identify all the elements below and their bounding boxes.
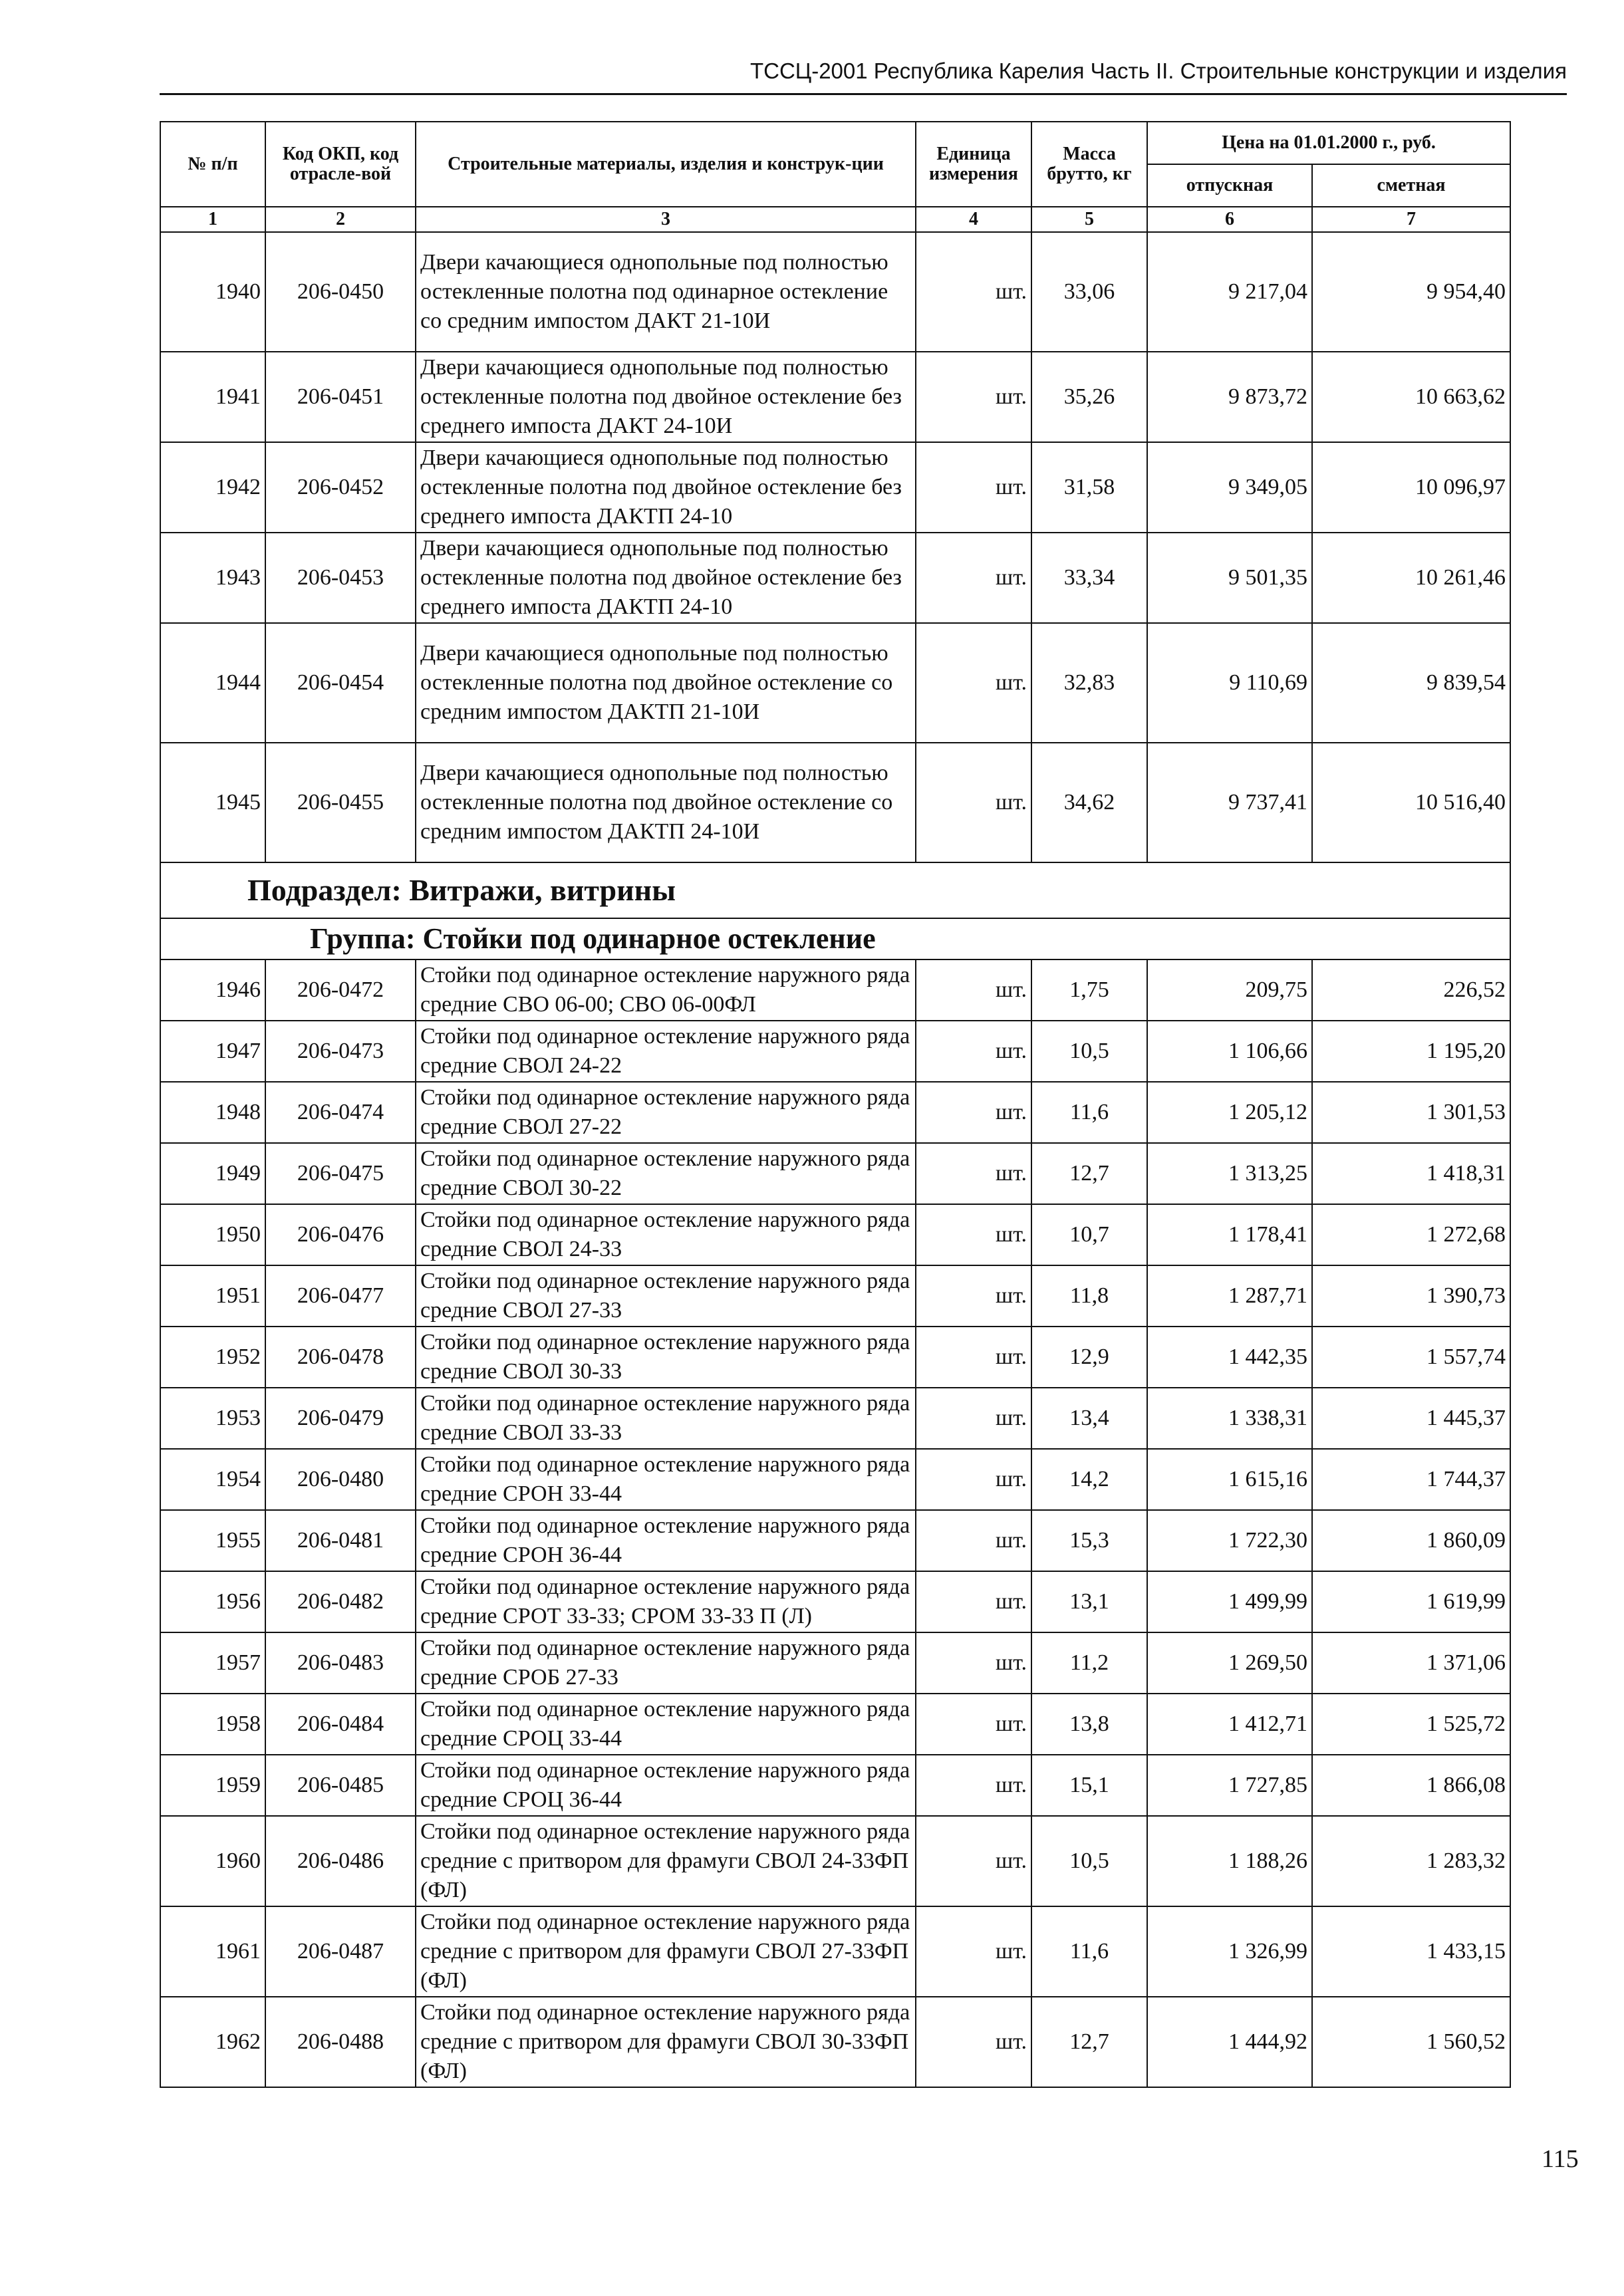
row-name: Стойки под одинарное остекление наружного ряда средние СРОН 36-44 bbox=[416, 1510, 916, 1571]
row-code: 206-0450 bbox=[265, 232, 416, 352]
column-number: 6 bbox=[1147, 207, 1312, 232]
row-unit: шт. bbox=[916, 1327, 1031, 1388]
row-number: 1958 bbox=[160, 1694, 265, 1755]
row-price-estimate: 1 619,99 bbox=[1312, 1571, 1510, 1632]
row-unit: шт. bbox=[916, 623, 1031, 743]
row-price-estimate: 10 096,97 bbox=[1312, 442, 1510, 533]
row-number: 1944 bbox=[160, 623, 265, 743]
row-price-estimate: 1 744,37 bbox=[1312, 1449, 1510, 1510]
row-mass: 11,8 bbox=[1031, 1265, 1147, 1327]
row-code: 206-0482 bbox=[265, 1571, 416, 1632]
row-name: Стойки под одинарное остекление наружного ряда средние СВОЛ 27-33 bbox=[416, 1265, 916, 1327]
header-title: ТССЦ-2001 Республика Карелия Часть II. Строительные конструкции и изделия bbox=[749, 59, 1567, 83]
column-number: 5 bbox=[1031, 207, 1147, 232]
row-code: 206-0478 bbox=[265, 1327, 416, 1388]
row-mass: 33,34 bbox=[1031, 533, 1147, 623]
row-name: Стойки под одинарное остекление наружного ряда средние СВОЛ 24-22 bbox=[416, 1021, 916, 1082]
row-mass: 32,83 bbox=[1031, 623, 1147, 743]
row-code: 206-0451 bbox=[265, 352, 416, 442]
row-price-estimate: 10 516,40 bbox=[1312, 743, 1510, 862]
page-header bbox=[160, 55, 1567, 95]
row-mass: 10,5 bbox=[1031, 1816, 1147, 1906]
row-mass: 13,1 bbox=[1031, 1571, 1147, 1632]
table-row bbox=[160, 1906, 1510, 1997]
table-row bbox=[160, 1204, 1510, 1265]
page-number: 115 bbox=[1542, 2145, 1579, 2173]
table-row bbox=[160, 623, 1510, 743]
row-price-release: 1 442,35 bbox=[1147, 1327, 1312, 1388]
col-header-mass: Масса брутто, кг bbox=[1031, 122, 1147, 207]
row-mass: 1,75 bbox=[1031, 959, 1147, 1021]
row-price-release: 1 722,30 bbox=[1147, 1510, 1312, 1571]
row-price-release: 9 501,35 bbox=[1147, 533, 1312, 623]
row-price-estimate: 1 371,06 bbox=[1312, 1632, 1510, 1694]
row-unit: шт. bbox=[916, 1997, 1031, 2087]
row-number: 1946 bbox=[160, 959, 265, 1021]
row-name: Двери качающиеся однопольные под полностью остекленные полотна под двойное остекление со средним импостом ДАКТП 24-10И bbox=[416, 743, 916, 862]
table-row bbox=[160, 1755, 1510, 1816]
row-number: 1951 bbox=[160, 1265, 265, 1327]
row-price-release: 1 287,71 bbox=[1147, 1265, 1312, 1327]
row-name: Стойки под одинарное остекление наружного ряда средние СРОН 33-44 bbox=[416, 1449, 916, 1510]
row-mass: 11,6 bbox=[1031, 1906, 1147, 1997]
row-number: 1955 bbox=[160, 1510, 265, 1571]
row-price-estimate: 1 195,20 bbox=[1312, 1021, 1510, 1082]
row-price-release: 9 873,72 bbox=[1147, 352, 1312, 442]
table-row bbox=[160, 1449, 1510, 1510]
row-number: 1953 bbox=[160, 1388, 265, 1449]
row-unit: шт. bbox=[916, 1021, 1031, 1082]
column-number: 4 bbox=[916, 207, 1031, 232]
row-number: 1947 bbox=[160, 1021, 265, 1082]
row-name: Стойки под одинарное остекление наружного ряда средние СРОЦ 36-44 bbox=[416, 1755, 916, 1816]
row-code: 206-0485 bbox=[265, 1755, 416, 1816]
row-number: 1962 bbox=[160, 1997, 265, 2087]
table-row bbox=[160, 533, 1510, 623]
row-name: Двери качающиеся однопольные под полностью остекленные полотна под двойное остекление без среднего импоста ДАКТП 24-10 bbox=[416, 442, 916, 533]
row-price-release: 209,75 bbox=[1147, 959, 1312, 1021]
table-row bbox=[160, 1632, 1510, 1694]
row-number: 1961 bbox=[160, 1906, 265, 1997]
row-name: Стойки под одинарное остекление наружного ряда средние СВОЛ 27-22 bbox=[416, 1082, 916, 1143]
table-row bbox=[160, 1388, 1510, 1449]
col-header-code: Код ОКП, код отрасле-вой bbox=[265, 122, 416, 207]
row-price-release: 1 412,71 bbox=[1147, 1694, 1312, 1755]
row-code: 206-0477 bbox=[265, 1265, 416, 1327]
row-number: 1954 bbox=[160, 1449, 265, 1510]
row-mass: 12,7 bbox=[1031, 1997, 1147, 2087]
table-subheadings bbox=[160, 862, 1510, 959]
table-row bbox=[160, 1571, 1510, 1632]
row-price-estimate: 9 954,40 bbox=[1312, 232, 1510, 352]
row-unit: шт. bbox=[916, 743, 1031, 862]
row-name: Стойки под одинарное остекление наружного ряда средние СРОТ 33-33; СРОМ 33-33 П (Л) bbox=[416, 1571, 916, 1632]
row-mass: 15,3 bbox=[1031, 1510, 1147, 1571]
row-price-release: 1 615,16 bbox=[1147, 1449, 1312, 1510]
row-price-release: 1 178,41 bbox=[1147, 1204, 1312, 1265]
row-price-release: 1 338,31 bbox=[1147, 1388, 1312, 1449]
subsection-title: Подраздел: Витражи, витрины bbox=[160, 862, 1510, 918]
row-code: 206-0486 bbox=[265, 1816, 416, 1906]
row-unit: шт. bbox=[916, 1755, 1031, 1816]
col-header-num: № п/п bbox=[160, 122, 265, 207]
row-number: 1952 bbox=[160, 1327, 265, 1388]
column-number: 3 bbox=[416, 207, 916, 232]
subsection-row bbox=[160, 862, 1510, 918]
row-number: 1959 bbox=[160, 1755, 265, 1816]
row-name: Двери качающиеся однопольные под полностью остекленные полотна под двойное остекление со средним импостом ДАКТП 21-10И bbox=[416, 623, 916, 743]
row-mass: 33,06 bbox=[1031, 232, 1147, 352]
row-price-release: 1 269,50 bbox=[1147, 1632, 1312, 1694]
row-price-release: 9 110,69 bbox=[1147, 623, 1312, 743]
row-unit: шт. bbox=[916, 1082, 1031, 1143]
row-number: 1948 bbox=[160, 1082, 265, 1143]
row-code: 206-0480 bbox=[265, 1449, 416, 1510]
row-name: Стойки под одинарное остекление наружного ряда средние СВОЛ 30-33 bbox=[416, 1327, 916, 1388]
row-price-estimate: 226,52 bbox=[1312, 959, 1510, 1021]
row-price-estimate: 1 445,37 bbox=[1312, 1388, 1510, 1449]
table-row bbox=[160, 1082, 1510, 1143]
row-mass: 13,4 bbox=[1031, 1388, 1147, 1449]
column-number: 7 bbox=[1312, 207, 1510, 232]
group-row bbox=[160, 918, 1510, 959]
table-row bbox=[160, 1143, 1510, 1204]
row-unit: шт. bbox=[916, 1694, 1031, 1755]
row-price-estimate: 1 272,68 bbox=[1312, 1204, 1510, 1265]
column-numbers-row bbox=[160, 207, 1510, 232]
row-price-release: 1 188,26 bbox=[1147, 1816, 1312, 1906]
row-unit: шт. bbox=[916, 1906, 1031, 1997]
row-price-release: 1 727,85 bbox=[1147, 1755, 1312, 1816]
row-price-estimate: 1 390,73 bbox=[1312, 1265, 1510, 1327]
row-code: 206-0455 bbox=[265, 743, 416, 862]
row-price-estimate: 1 283,32 bbox=[1312, 1816, 1510, 1906]
row-code: 206-0475 bbox=[265, 1143, 416, 1204]
row-code: 206-0454 bbox=[265, 623, 416, 743]
row-price-estimate: 9 839,54 bbox=[1312, 623, 1510, 743]
row-mass: 10,7 bbox=[1031, 1204, 1147, 1265]
row-unit: шт. bbox=[916, 959, 1031, 1021]
row-mass: 35,26 bbox=[1031, 352, 1147, 442]
col-header-price-estimate: сметная bbox=[1312, 164, 1510, 207]
row-code: 206-0474 bbox=[265, 1082, 416, 1143]
row-price-estimate: 1 866,08 bbox=[1312, 1755, 1510, 1816]
col-header-unit: Единица измерения bbox=[916, 122, 1031, 207]
row-mass: 12,9 bbox=[1031, 1327, 1147, 1388]
row-number: 1950 bbox=[160, 1204, 265, 1265]
row-name: Стойки под одинарное остекление наружного ряда средние с притвором для фрамуги СВОЛ 30-33ФП (ФЛ) bbox=[416, 1997, 916, 2087]
row-unit: шт. bbox=[916, 352, 1031, 442]
table-row bbox=[160, 1265, 1510, 1327]
row-price-release: 9 737,41 bbox=[1147, 743, 1312, 862]
row-price-estimate: 1 418,31 bbox=[1312, 1143, 1510, 1204]
row-unit: шт. bbox=[916, 1388, 1031, 1449]
row-mass: 15,1 bbox=[1031, 1755, 1147, 1816]
row-name: Стойки под одинарное остекление наружного ряда средние СВОЛ 30-22 bbox=[416, 1143, 916, 1204]
row-mass: 12,7 bbox=[1031, 1143, 1147, 1204]
col-header-price-release: отпускная bbox=[1147, 164, 1312, 207]
row-price-estimate: 1 560,52 bbox=[1312, 1997, 1510, 2087]
row-name: Двери качающиеся однопольные под полностью остекленные полотна под двойное остекление без среднего импоста ДАКТП 24-10 bbox=[416, 533, 916, 623]
row-unit: шт. bbox=[916, 1449, 1031, 1510]
row-mass: 11,6 bbox=[1031, 1082, 1147, 1143]
row-code: 206-0452 bbox=[265, 442, 416, 533]
table-row bbox=[160, 1021, 1510, 1082]
row-number: 1945 bbox=[160, 743, 265, 862]
table-row bbox=[160, 1694, 1510, 1755]
price-table bbox=[160, 121, 1511, 2088]
row-code: 206-0479 bbox=[265, 1388, 416, 1449]
row-number: 1957 bbox=[160, 1632, 265, 1694]
table-row bbox=[160, 1816, 1510, 1906]
row-price-release: 1 444,92 bbox=[1147, 1997, 1312, 2087]
row-price-estimate: 1 557,74 bbox=[1312, 1327, 1510, 1388]
table-row bbox=[160, 1510, 1510, 1571]
table-row bbox=[160, 1327, 1510, 1388]
row-mass: 14,2 bbox=[1031, 1449, 1147, 1510]
column-number: 1 bbox=[160, 207, 265, 232]
row-name: Стойки под одинарное остекление наружного ряда средние СВОЛ 24-33 bbox=[416, 1204, 916, 1265]
row-unit: шт. bbox=[916, 1816, 1031, 1906]
row-price-release: 1 326,99 bbox=[1147, 1906, 1312, 1997]
table-row bbox=[160, 1997, 1510, 2087]
row-unit: шт. bbox=[916, 442, 1031, 533]
row-number: 1940 bbox=[160, 232, 265, 352]
table-body-posts bbox=[160, 959, 1510, 2087]
row-number: 1960 bbox=[160, 1816, 265, 1906]
row-number: 1949 bbox=[160, 1143, 265, 1204]
row-price-estimate: 10 261,46 bbox=[1312, 533, 1510, 623]
table-row bbox=[160, 352, 1510, 442]
row-unit: шт. bbox=[916, 1510, 1031, 1571]
row-code: 206-0487 bbox=[265, 1906, 416, 1997]
row-code: 206-0481 bbox=[265, 1510, 416, 1571]
row-name: Стойки под одинарное остекление наружного ряда средние с притвором для фрамуги СВОЛ 24-33ФП (ФЛ) bbox=[416, 1816, 916, 1906]
row-number: 1941 bbox=[160, 352, 265, 442]
row-name: Стойки под одинарное остекление наружного ряда средние СВО 06-00; СВО 06-00ФЛ bbox=[416, 959, 916, 1021]
table-row bbox=[160, 959, 1510, 1021]
row-price-release: 1 313,25 bbox=[1147, 1143, 1312, 1204]
table-row bbox=[160, 232, 1510, 352]
row-mass: 11,2 bbox=[1031, 1632, 1147, 1694]
row-mass: 34,62 bbox=[1031, 743, 1147, 862]
row-number: 1943 bbox=[160, 533, 265, 623]
row-code: 206-0476 bbox=[265, 1204, 416, 1265]
table-body-doors bbox=[160, 232, 1510, 862]
col-header-name: Строительные материалы, изделия и конструк-ции bbox=[416, 122, 916, 207]
row-unit: шт. bbox=[916, 1143, 1031, 1204]
row-price-release: 1 499,99 bbox=[1147, 1571, 1312, 1632]
row-unit: шт. bbox=[916, 1204, 1031, 1265]
group-title: Группа: Стойки под одинарное остекление bbox=[160, 918, 1510, 959]
column-number: 2 bbox=[265, 207, 416, 232]
row-name: Стойки под одинарное остекление наружного ряда средние СВОЛ 33-33 bbox=[416, 1388, 916, 1449]
row-price-release: 9 349,05 bbox=[1147, 442, 1312, 533]
row-unit: шт. bbox=[916, 232, 1031, 352]
row-price-estimate: 1 433,15 bbox=[1312, 1906, 1510, 1997]
row-price-estimate: 10 663,62 bbox=[1312, 352, 1510, 442]
row-name: Двери качающиеся однопольные под полностью остекленные полотна под одинарное остекление со средним импостом ДАКТ 21-10И bbox=[416, 232, 916, 352]
table-row bbox=[160, 442, 1510, 533]
row-name: Стойки под одинарное остекление наружного ряда средние СРОЦ 33-44 bbox=[416, 1694, 916, 1755]
row-code: 206-0484 bbox=[265, 1694, 416, 1755]
row-code: 206-0453 bbox=[265, 533, 416, 623]
row-price-estimate: 1 525,72 bbox=[1312, 1694, 1510, 1755]
row-number: 1956 bbox=[160, 1571, 265, 1632]
col-header-price-group: Цена на 01.01.2000 г., руб. bbox=[1147, 122, 1510, 164]
row-unit: шт. bbox=[916, 1571, 1031, 1632]
row-price-release: 1 106,66 bbox=[1147, 1021, 1312, 1082]
row-mass: 10,5 bbox=[1031, 1021, 1147, 1082]
row-code: 206-0472 bbox=[265, 959, 416, 1021]
row-name: Двери качающиеся однопольные под полностью остекленные полотна под двойное остекление без среднего импоста ДАКТ 24-10И bbox=[416, 352, 916, 442]
row-number: 1942 bbox=[160, 442, 265, 533]
table-header bbox=[160, 122, 1510, 232]
row-price-estimate: 1 301,53 bbox=[1312, 1082, 1510, 1143]
row-code: 206-0473 bbox=[265, 1021, 416, 1082]
row-code: 206-0483 bbox=[265, 1632, 416, 1694]
row-name: Стойки под одинарное остекление наружного ряда средние СРОБ 27-33 bbox=[416, 1632, 916, 1694]
row-unit: шт. bbox=[916, 533, 1031, 623]
table-row bbox=[160, 743, 1510, 862]
row-code: 206-0488 bbox=[265, 1997, 416, 2087]
row-unit: шт. bbox=[916, 1632, 1031, 1694]
row-price-release: 1 205,12 bbox=[1147, 1082, 1312, 1143]
row-unit: шт. bbox=[916, 1265, 1031, 1327]
row-mass: 13,8 bbox=[1031, 1694, 1147, 1755]
row-mass: 31,58 bbox=[1031, 442, 1147, 533]
row-name: Стойки под одинарное остекление наружного ряда средние с притвором для фрамуги СВОЛ 27-33ФП (ФЛ) bbox=[416, 1906, 916, 1997]
row-price-release: 9 217,04 bbox=[1147, 232, 1312, 352]
row-price-estimate: 1 860,09 bbox=[1312, 1510, 1510, 1571]
